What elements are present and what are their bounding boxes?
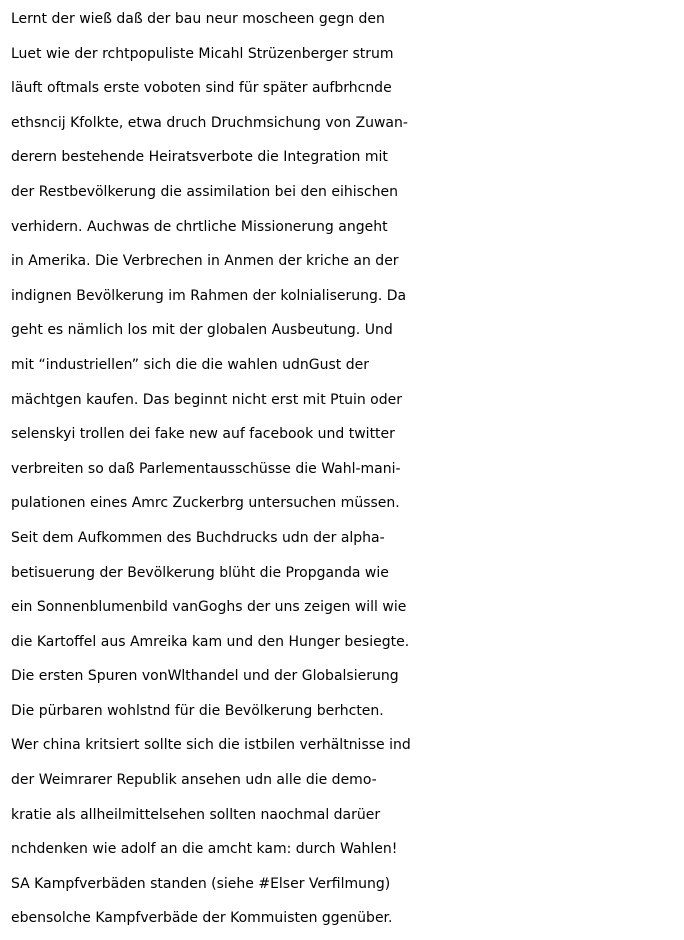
text-line: mit “industriellen” sich die die wahlen udnGust der [11, 356, 369, 373]
text-line: selenskyi trollen dei fake new auf facebook und twitter [11, 426, 395, 443]
text-line: ethsncij Kfolkte, etwa druch Druchmsichung von Zuwan- [11, 114, 408, 131]
text-line: die Kartoffel aus Amreika kam und den Hunger besiegte. [11, 633, 410, 650]
body-text [11, 2, 681, 936]
text-line: Lernt der wieß daß der bau neur moscheen gegn den [11, 11, 385, 27]
text-line: Wer china kritsiert sollte sich die istbilen verhältnisse ind [11, 737, 411, 754]
text-line: Die pürbaren wohlstnd für die Bevölkerung berhcten. [11, 702, 384, 719]
text-line: derern bestehende Heiratsverbote die Integration mit [11, 149, 388, 166]
text-line: verhidern. Auchwas de chrtliche Missionerung angeht [11, 218, 388, 235]
text-line: Die ersten Spuren vonWlthandel und der Globalsierung [11, 668, 399, 685]
text-line: ebensolche Kampfverbäde der Kommuisten ggenüber. [11, 910, 393, 927]
text-line: der Restbevölkerung die assimilation bei den eihischen [11, 183, 398, 200]
text-line: verbreiten so daß Parlementausschüsse die Wahl-mani- [11, 460, 401, 477]
text-line: indignen Bevölkerung im Rahmen der kolnialiserung. Da [11, 287, 407, 304]
text-line: läuft oftmals erste voboten sind für später aufbrhcnde [11, 80, 392, 97]
text-line: Luet wie der rchtpopuliste Micahl Strüzenberger strum [11, 45, 394, 62]
text-line: pulationen eines Amrc Zuckerbrg untersuchen müssen. [11, 495, 400, 512]
text-line: geht es nämlich los mit der globalen Ausbeutung. Und [11, 322, 393, 339]
text-line: mächtgen kaufen. Das beginnt nicht erst mit Ptuin oder [11, 391, 402, 408]
text-line: betisuerung der Bevölkerung blüht die Propganda wie [11, 564, 389, 581]
text-line: der Weimrarer Republik ansehen udn alle die demo- [11, 772, 377, 789]
text-line: Seit dem Aufkommen des Buchdrucks udn der alpha- [11, 529, 385, 546]
text-line: kratie als allheilmittelsehen sollten naochmal darüer [11, 806, 381, 823]
text-line: SA Kampfverbäden standen (siehe #Elser Verfilmung) [11, 875, 391, 892]
text-line: ein Sonnenblumenbild vanGoghs der uns zeigen will wie [11, 599, 407, 616]
text-line: nchdenken wie adolf an die amcht kam: durch Wahlen! [11, 841, 398, 858]
text-line: in Amerika. Die Verbrechen in Anmen der kriche an der [11, 253, 399, 270]
